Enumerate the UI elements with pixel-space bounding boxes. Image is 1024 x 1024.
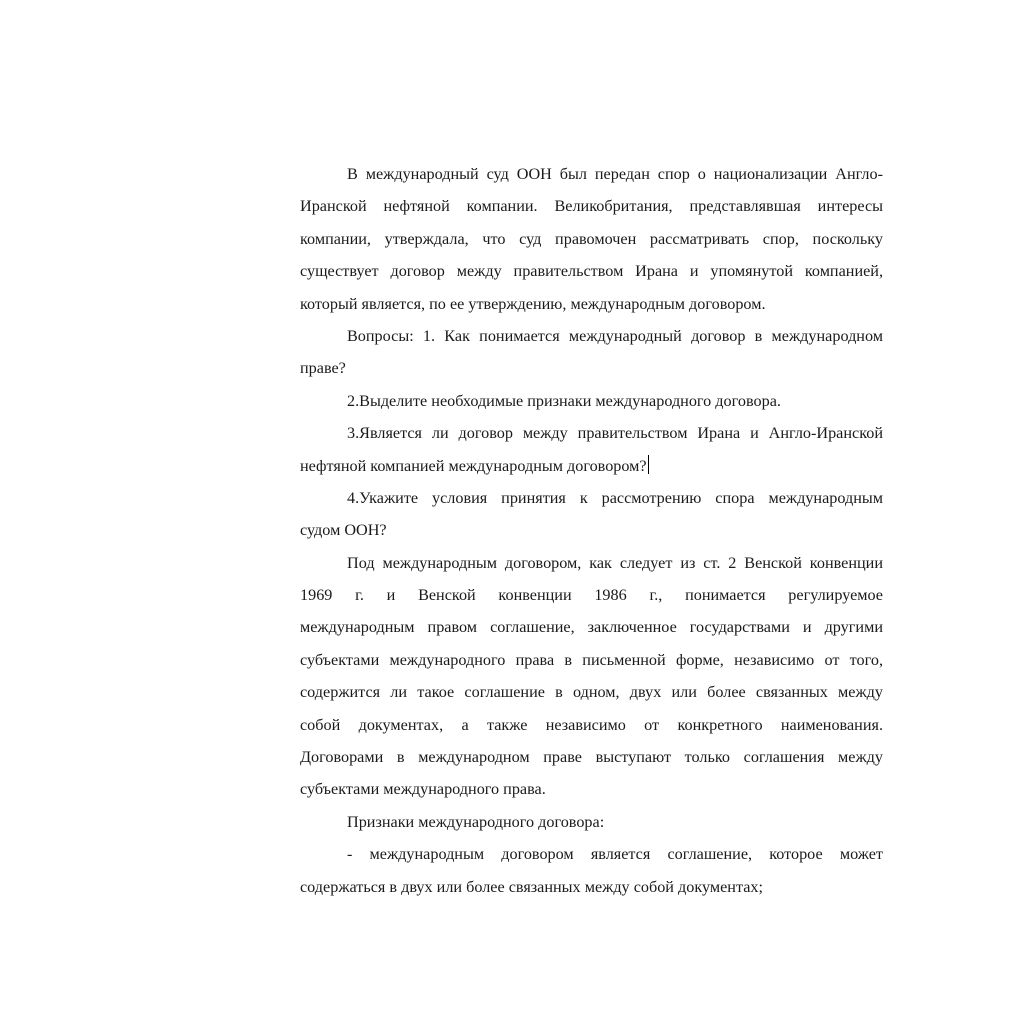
text-line: 3.Является ли договор между правительством Ирана и Англо-Иранской bbox=[347, 424, 883, 443]
text-line: Договорами в международном праве выступают только соглашения между bbox=[300, 748, 883, 767]
text-line: праве? bbox=[300, 359, 346, 378]
text-line: Иранской нефтяной компании. Великобритания, представлявшая интересы bbox=[300, 197, 883, 216]
text-line: Вопросы: 1. Как понимается международный договор в международном bbox=[347, 326, 883, 345]
text-line: Под международным договором, как следует из ст. 2 Венской конвенции bbox=[347, 553, 883, 572]
text-line: Признаки международного договора: bbox=[347, 812, 605, 831]
text-line: 2.Выделите необходимые признаки международного договора. bbox=[347, 391, 781, 410]
text-line: 1969 г. и Венской конвенции 1986 г., понимается регулируемое bbox=[300, 586, 883, 605]
text-line: судом ООН? bbox=[300, 521, 387, 540]
text-line: содержаться в двух или более связанных между собой документах; bbox=[300, 877, 763, 896]
paragraph-question-1 bbox=[253, 320, 883, 385]
paragraph-feature-item bbox=[253, 838, 883, 900]
text-line-with-caret[interactable] bbox=[253, 450, 883, 482]
text-line: компании, утверждала, что суд правомочен рассматривать спор, поскольку bbox=[300, 229, 883, 248]
paragraph-question-4 bbox=[253, 482, 883, 547]
text-line: нефтяной компанией международным договором? bbox=[300, 456, 647, 475]
text-line: существует договор между правительством Ирана и упомянутой компанией, bbox=[300, 262, 883, 281]
text-line: В международный суд ООН был передан спор о национализации Англо- bbox=[347, 165, 883, 183]
text-line: субъектами международного права в письменной форме, независимо от того, bbox=[300, 650, 883, 669]
document-text-body bbox=[253, 158, 883, 900]
text-line: субъектами международного права. bbox=[300, 780, 546, 799]
text-line: который является, по ее утверждению, международным договором. bbox=[300, 294, 766, 313]
paragraph-question-2 bbox=[253, 385, 883, 417]
paragraph-case-description bbox=[253, 158, 883, 320]
text-cursor bbox=[648, 455, 649, 474]
text-line: содержится ли такое соглашение в одном, двух или более связанных между bbox=[300, 683, 883, 702]
text-line: - международным договором является соглашение, которое может bbox=[347, 845, 883, 864]
text-line: международным правом соглашение, заключенное государствами и другими bbox=[300, 618, 883, 637]
text-line: 4.Укажите условия принятия к рассмотрению спора международным bbox=[347, 488, 883, 507]
paragraph-definition bbox=[253, 547, 883, 806]
text-line: собой документах, а также независимо от конкретного наименования. bbox=[300, 715, 883, 734]
paragraph-question-3 bbox=[253, 417, 883, 482]
paragraph-features-heading bbox=[253, 806, 883, 838]
